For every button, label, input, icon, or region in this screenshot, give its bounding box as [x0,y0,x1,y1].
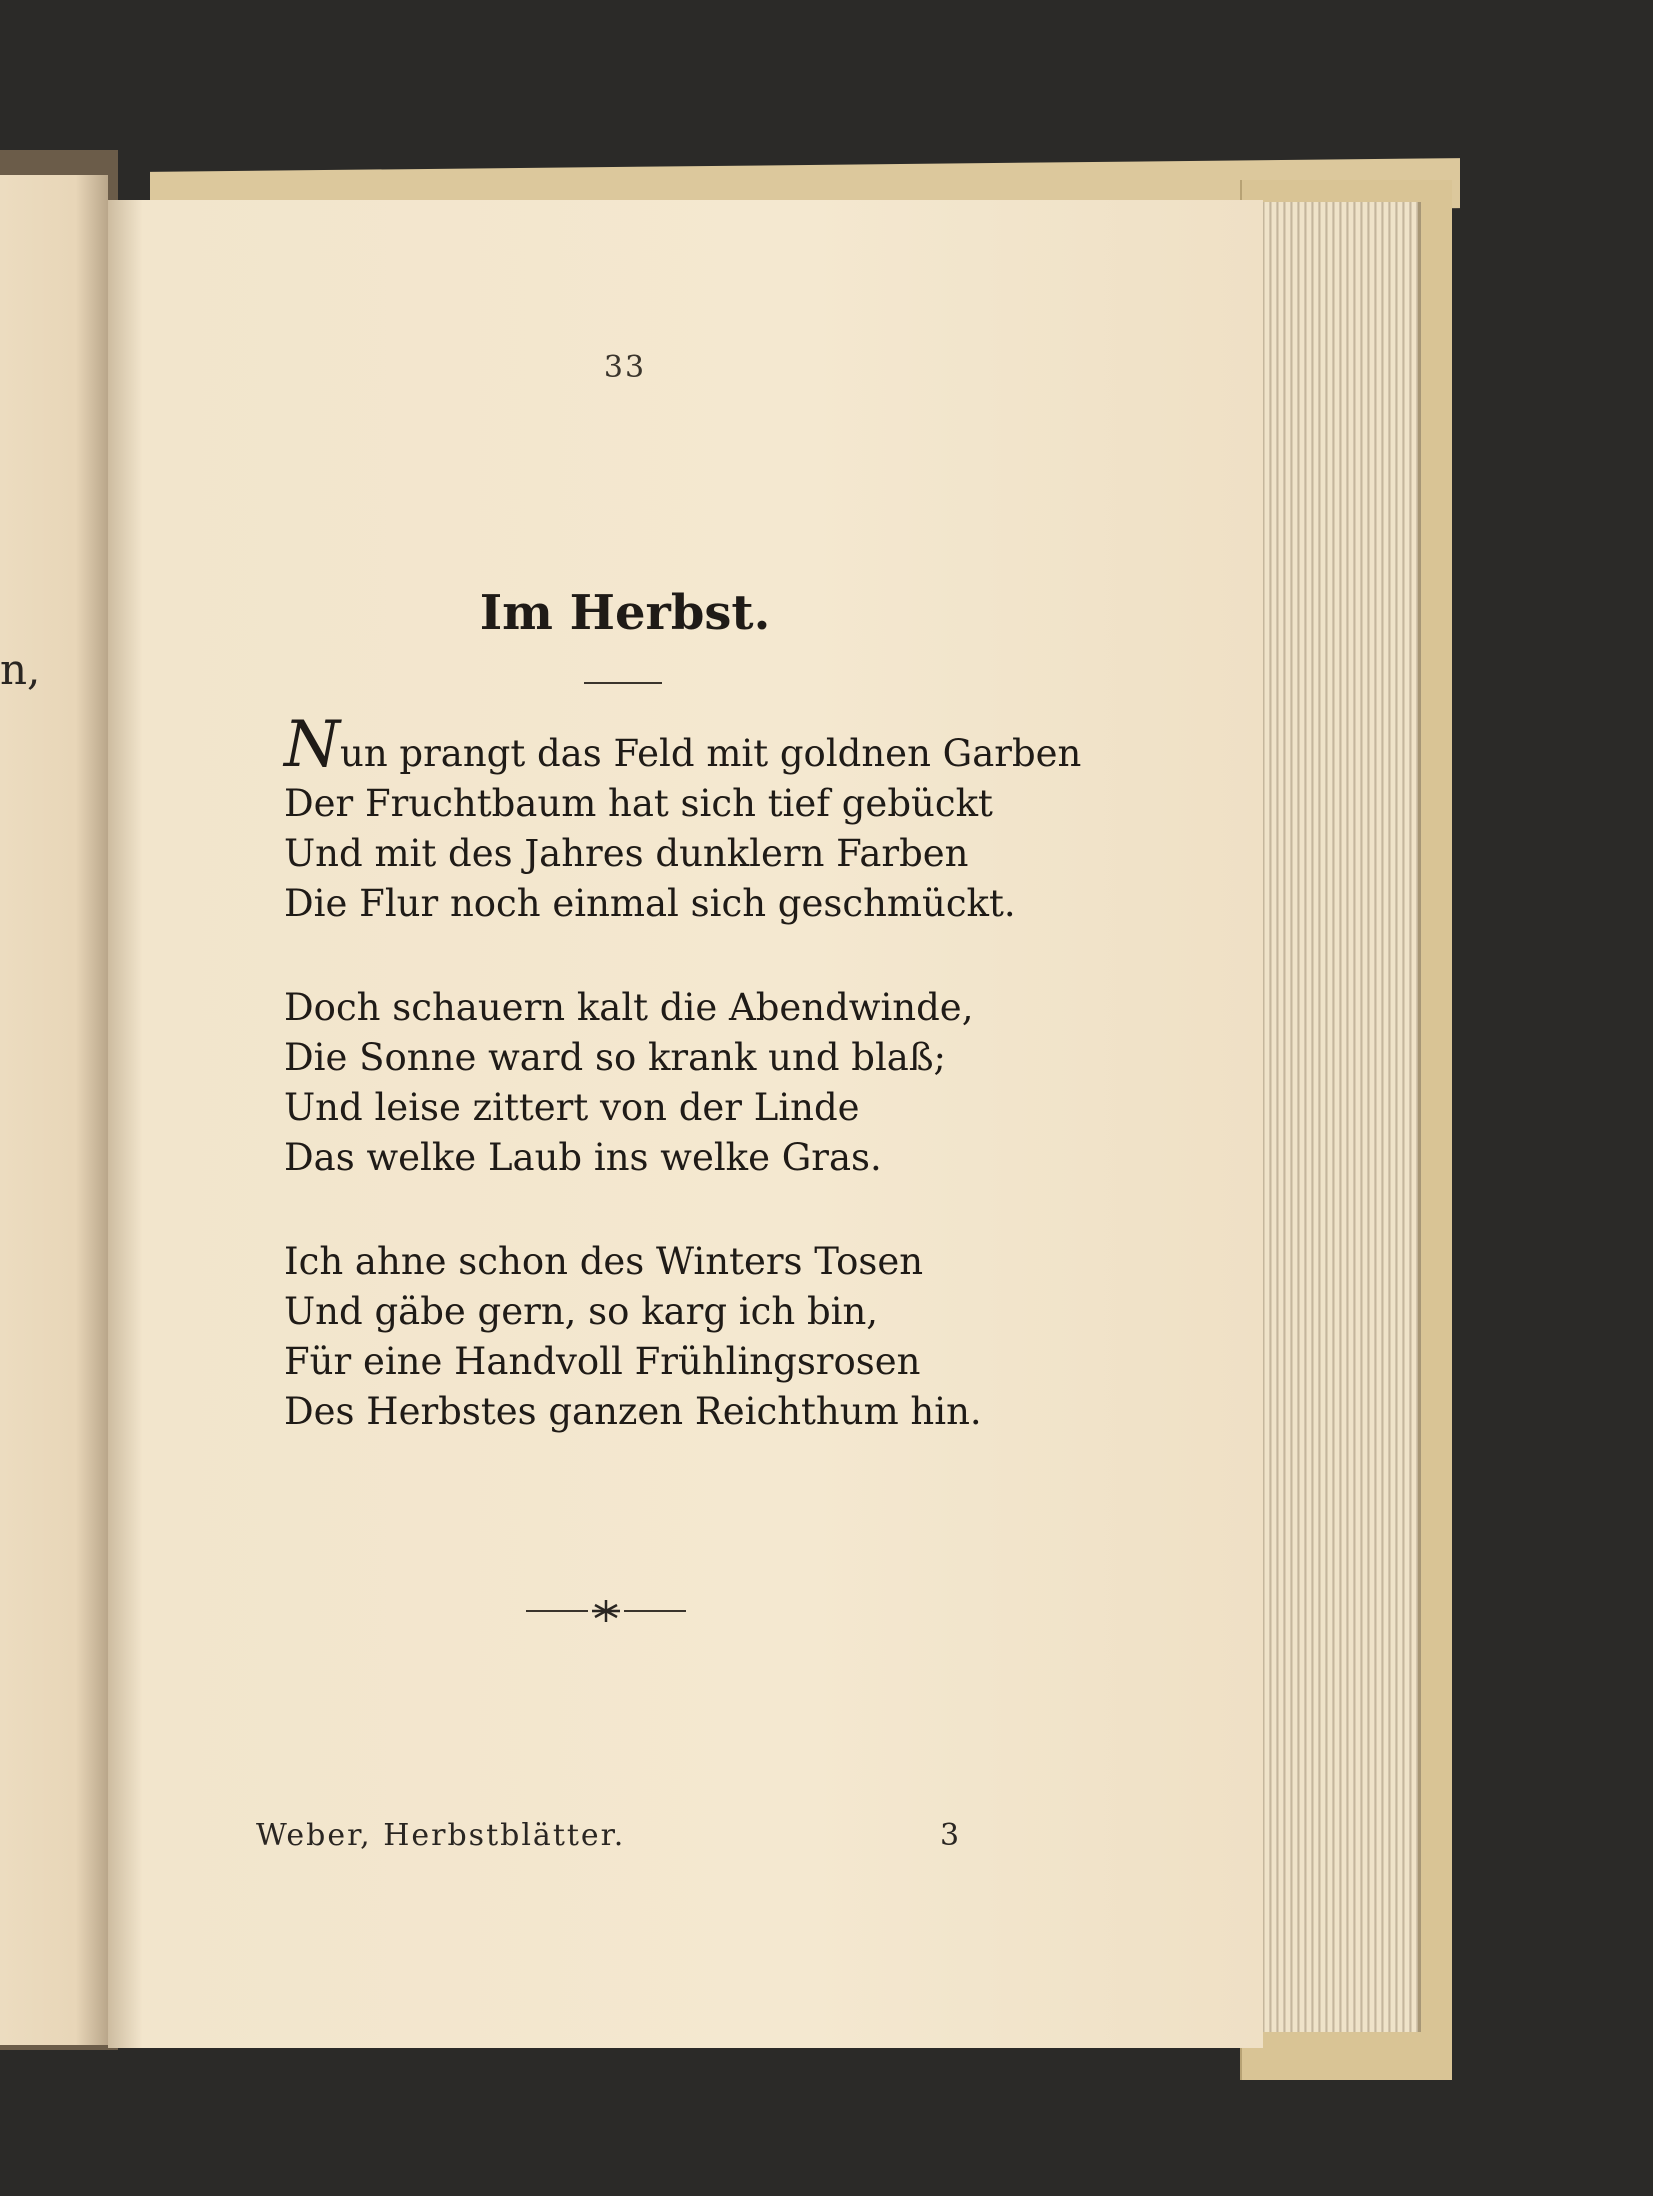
page-edges [1258,202,1421,2032]
poem-line: Das welke Laub ins welke Gras. [284,1136,882,1179]
poem-line: Und gäbe gern, so karg ich bin, [284,1290,879,1333]
title-rule [584,682,662,684]
poem-line: Ich ahne schon des Winters Tosen [284,1240,924,1283]
poem-line: Doch schauern kalt die Abendwinde, [284,986,974,1029]
poem-line: Der Fruchtbaum hat sich tief gebückt [284,782,993,825]
poem-body [284,708,1104,1491]
page-number: 33 [603,350,647,385]
poem-line-text: un prangt das Feld mit goldnen Garben [340,732,1082,775]
poem-line: Und mit des Jahres dunklern Farben [284,832,969,875]
poem-line: Für eine Handvoll Frühlingsrosen [284,1340,921,1383]
footer-signature: Weber, Herbstblätter. [256,1818,626,1853]
left-page [0,175,108,2045]
poem-line [284,708,1104,782]
asterisk-flourish-icon [526,1596,686,1626]
stanza-2 [284,983,1104,1183]
poem-title: Im Herbst. [479,585,771,641]
book-page [108,200,1263,2048]
poem-line: Die Sonne ward so krank und blaß; [284,1036,947,1079]
poem-line: Und leise zittert von der Linde [284,1086,860,1129]
left-page-fragment: n, [0,645,41,694]
stanza-3 [284,1237,1104,1437]
poem-line: Die Flur noch einmal sich geschmückt. [284,882,1016,925]
drop-initial: N [284,708,340,782]
poem-line: Des Herbstes ganzen Reichthum hin. [284,1390,982,1433]
footer-sheet-number: 3 [940,1818,960,1853]
stanza-1 [284,708,1104,929]
